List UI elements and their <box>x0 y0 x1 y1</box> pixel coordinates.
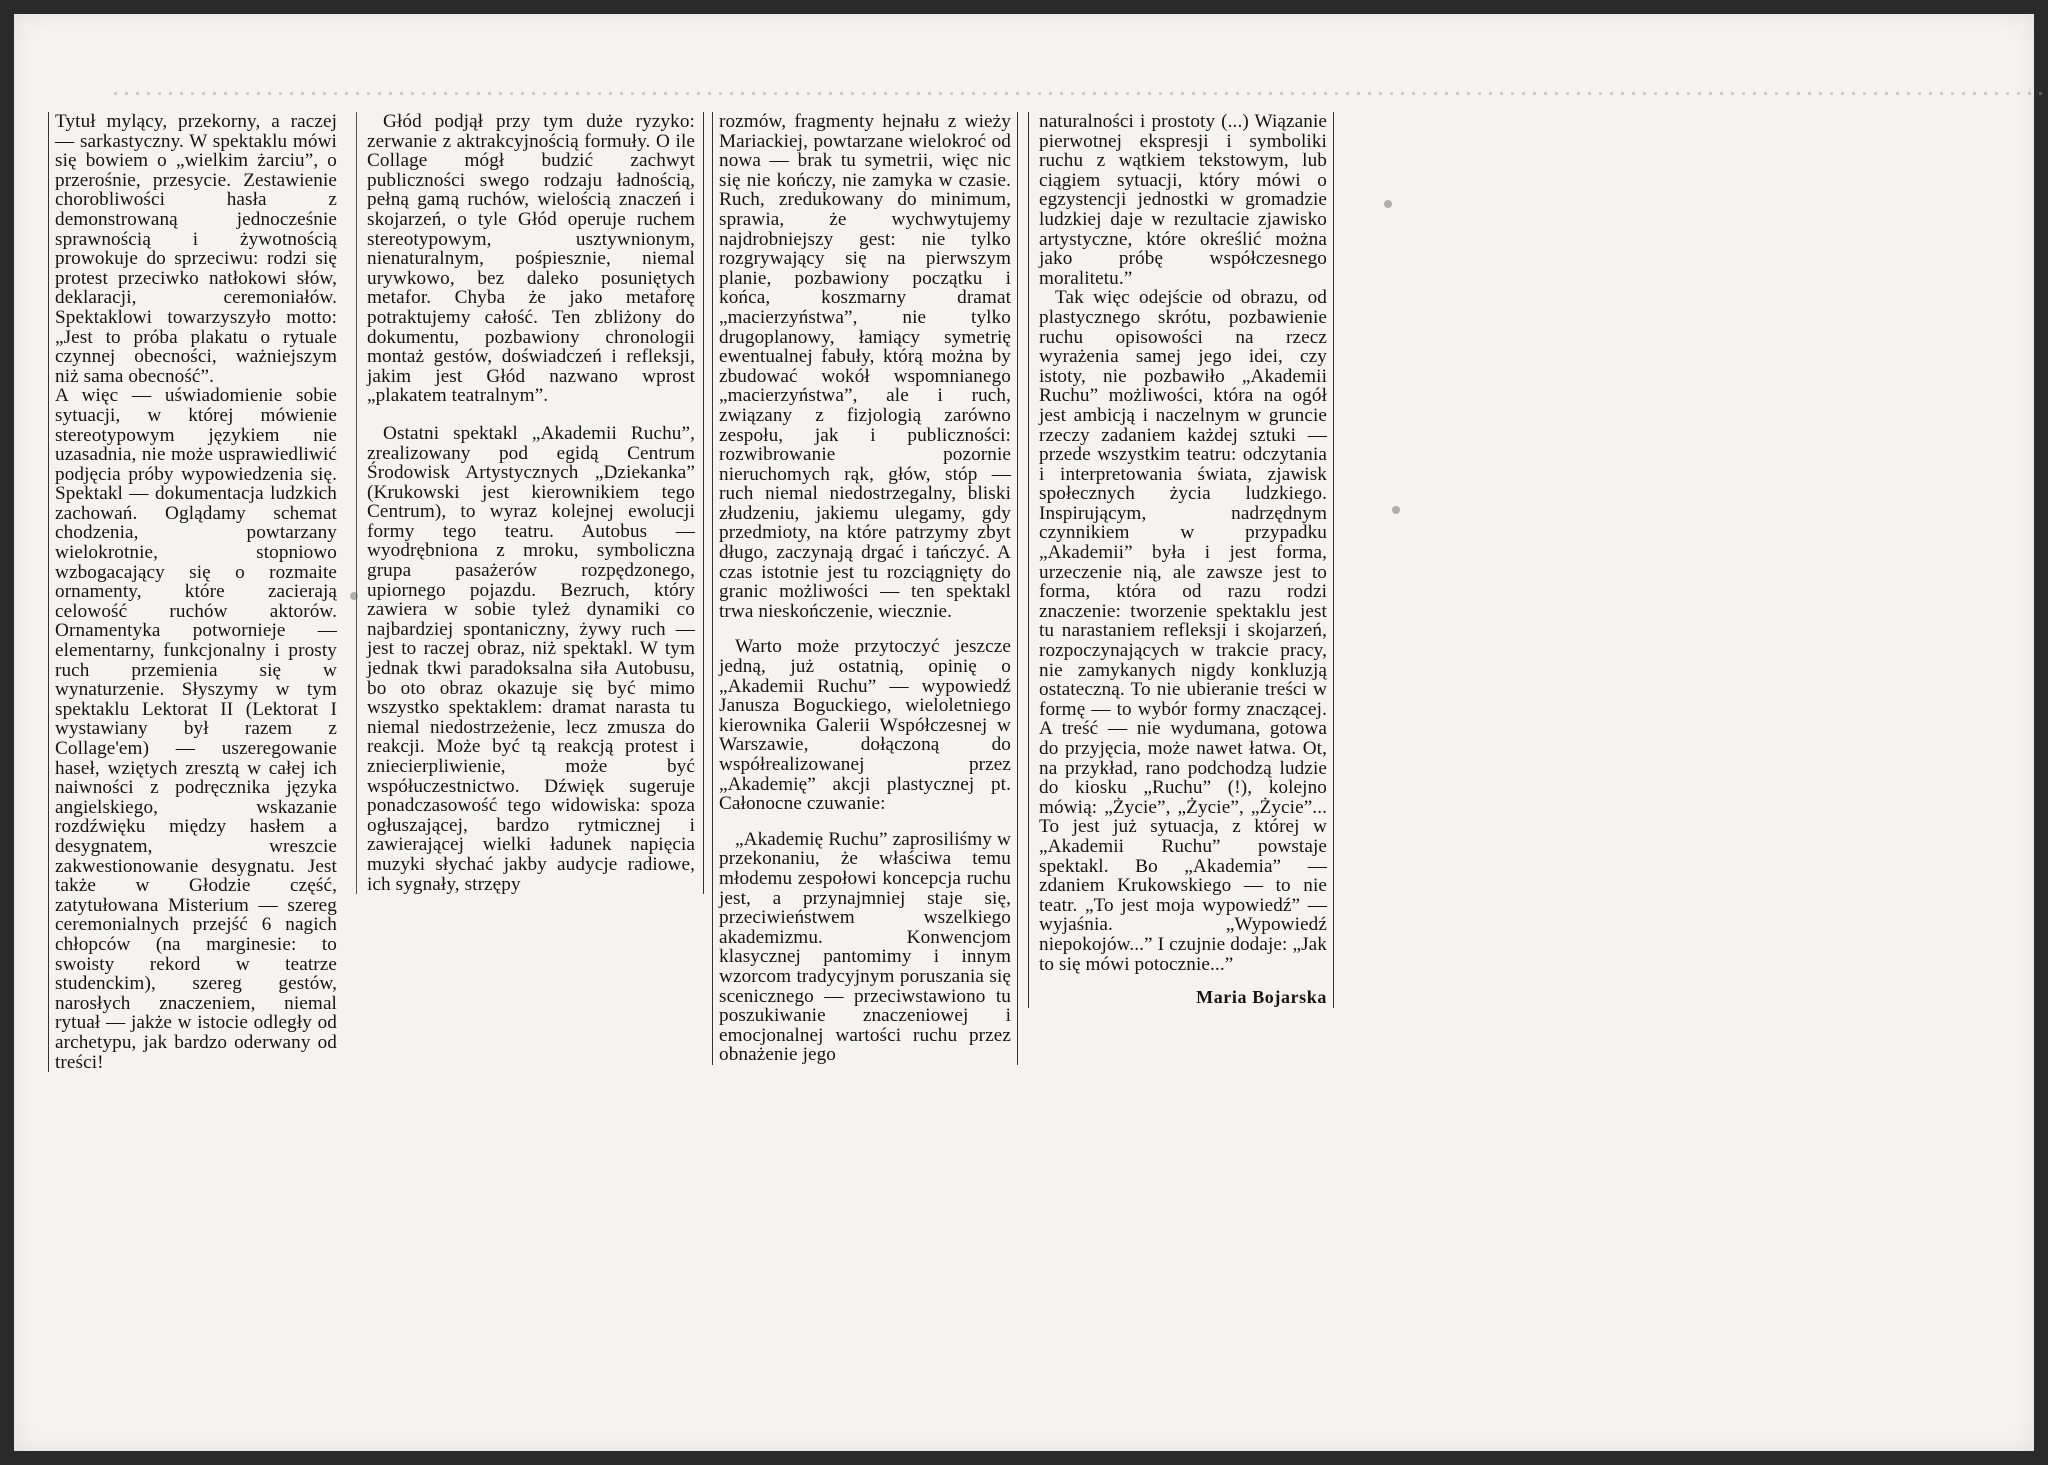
paragraph: A więc — uświadomienie sobie sytuacji, w której mówienie stereotypowym językiem nie uzasadnia, nie może usprawiedliwić podjęcia próby wypowiedzenia się. Spektakl — dokumentacja ludzkich zachowań. Oglądamy schemat chodzenia, powtarzany wielokrotnie, stopniowo wzbogacający się o rozmaite ornamenty, które zacierają celowość ruchów aktorów. Ornamentyka potworniejе — elementarny, funkcjonalny i prosty ruch przemienia się w wynaturzenie. Słyszymy w tym spektaklu Lektorat II (Lektorat I wystawiany był razem z Collage'em) — uszeregowanie haseł, wziętych zresztą w całej ich naiwności z podręcznika języka angielskiego, wskazanie rozdźwięku między hasłem a desygnatem, wreszcie zakwestionowanie desygnatu. Jest także w Głodzie część, zatytułowana Misterium — szereg ceremonialnych przejść 6 nagich chłopców (na marginesie: to swoisty rekord w teatrze studenckim), szereg gestów, narosłych znaczeniem, niemal rytuał — jakże w istocie odległy od archetypu, jak bardzo oderwany od treści! <box>55 385 337 1073</box>
article-column-1 <box>48 112 337 1072</box>
paragraph: naturalności i prostoty (...) Wiązanie pierwotnej ekspresji i symboliki ruchu z wątkiem tekstowym, lub ciągiem sytuacji, który mówi o egzystencji jednostki w gromadzie ludzkiej daje w rezultacie zjawisko artystyczne, które określić można jako próbę współczesnego moralitetu.” <box>1039 111 1327 289</box>
article-column-3 <box>712 112 1018 1065</box>
article-column-2 <box>356 112 704 894</box>
newspaper-clipping <box>48 111 1327 1342</box>
paragraph: Warto może przytoczyć jeszcze jedną, już ostatnią, opinię o „Akademii Ruchu” — wypowiedź Janusza Boguckiego, wieloletniego kierownika Galerii Współczesnej w Warszawie, dołączoną do współrealizowanej przez „Akademię” akcji plastycznej pt. Całonocne czuwanie: <box>719 636 1011 815</box>
scan-speck <box>1384 200 1392 208</box>
article-column-4 <box>1028 112 1334 1008</box>
quote-paragraph: „Akademię Ruchu” zaprosiliśmy w przekonaniu, że właściwa temu młodemu zespołowi koncepcja ruchu jest, a przynajmniej staje się, przeciwieństwem wszelkiego akademizmu. Konwencjom klasycznej pantomimy i innym wzorcom tradycyjnym poruszania się scenicznego — przeciwstawiono tu poszukiwanie znaczeniowej i emocjonalnej wartości ruchu przez obnażenie jego <box>719 828 1011 1066</box>
scan-speck <box>1392 506 1400 514</box>
paragraph: Ostatni spektakl „Akademii Ruchu”, zrealizowany pod egidą Centrum Środowisk Artystycznych „Dziekanka” (Krukowski jest kierownikiem tego Centrum), to wyraz kolejnej ewolucji formy tego teatru. Autobus — wyodrębniona z mroku, symboliczna grupa pasażerów rozpędzonego, upiornego pojazdu. Bezruch, który zawiera w sobie tyleż dynamiki co najbardziej spontaniczny, żywy ruch — jest to raczej obraz, niż spektakl. W tym jednak tkwi paradoksalna siła Autobusu, bo oto obraz okazuje się być mimo wszystko spektaklem: dramat narasta tu niemal niedostrzeżenie, lecz zmusza do reakcji. Może być tą reakcją protest i zniecierpliwienie, może być współuczestnictwo. Dźwięk sugeruje ponadczasowość tego widowiska: spoza ogłuszającej, bardzo rytmicznej i zawierającej wielki ładunek napięcia muzyki słychać jakby audycje radiowe, ich sygnały, strzępy <box>367 422 695 895</box>
scan-edge-noise <box>114 92 2044 95</box>
paragraph: Tak więc odejście od obrazu, od plastycznego skrótu, pozbawienie ruchu opisowości na rzecz wyrażenia samej jego idei, czy istoty, nie pozbawiło „Akademii Ruchu” możliwości, która na ogół jest ambicją i naczelnym w gruncie rzeczy zadaniem każdej sztuki — przede wszystkim teatru: odczytania i interpretowania świata, zjawisk społecznych życia ludzkiego. Inspirującym, nadrzędnym czynnikiem w przypadku „Akademii” była i jest forma, urzeczenie nią, ale zawsze jest to forma, która od razu rodzi znaczenie: tworzenie spektaklu jest tu narastaniem refleksji i skojarzeń, rozpoczynających w trakcie pracy, nie zamykanych nigdy konkluzją ostateczną. To nie ubieranie treści w formę — to wybór formy znaczącej. A treść — nie wydumana, gotowa do przyjęcia, może nawet łatwa. Ot, na przykład, rano podchodzą ludzie do kiosku „Ruchu” (!), kolejno mówią: „Życie”, „Życie”, „Życie”... To jest już sytuacja, z której w „Akademii Ruchu” powstaje spektakl. Bo „Akademia” — zdaniem Krukowskiego — to nie teatr. „To jest moja wypowiedź” — wyjaśnia. „Wypowiedź niepokojów...” I czujnie dodaje: „Jak to się mówi potocznie...” <box>1039 287 1327 975</box>
author-signature: Maria Bojarska <box>1196 987 1327 1008</box>
paragraph: rozmów, fragmenty hejnału z wieży Mariackiej, powtarzane wielokroć od nowa — brak tu symetrii, więc nic się nie kończy, nie zamyka w czasie. Ruch, zredukowany do minimum, sprawia, że wychwytujemy najdrobniejszy gest: nie tylko rozgrywający się na pierwszym planie, pozbawiony początku i końca, koszmarny dramat „macierzyństwa”, nie tylko drugoplanowy, łamiący symetrię ewentualnej fabuły, którą można by zbudować wokół wspomnianego „macierzyństwa”, ale i ruch, związany z fizjologią zarówno zespołu, jak i publiczności: rozwibrowanie pozornie nieruchomych rąk, głów, stóp — ruch niemal niedostrzegalny, bliski złudzeniu, jakiemu ulegamy, gdy przedmioty, na które patrzymy zbyt długo, zaczynają drgać i tańczyć. A czas istotnie jest tu rozciągnięty do granic możliwości — ten spektakl trwa nieskończenie, wiecznie. <box>719 111 1011 622</box>
paragraph: Tytuł mylący, przekorny, a raczej — sarkastyczny. W spektaklu mówi się bowiem o „wielkim żarciu”, o przerośnie, przesycie. Zestawienie chorobliwości hasła z demonstrowaną jednocześnie sprawnością i żywotnością prowokuje do sprzeciwu: rodzi się protest przeciwko natłokowi słów, deklaracji, ceremoniałów. Spektaklowi towarzyszyło motto: „Jest to próba plakatu o rytuale czynnej obecności, ważniejszym niż sama obecność”. <box>55 111 337 387</box>
paragraph: Głód podjął przy tym duże ryzyko: zerwanie z aktrakcyjnością formuły. O ile Collage mógł budzić zachwyt publiczności swego rodzaju ładnością, pełną gamą ruchów, wielością znaczeń i skojarzeń, o tyle Głód operuje ruchem stereotypowym, usztywnionym, nienaturalnym, pośpiesznie, niemal urywkowo, bez daleko posuniętych metafor. Chyba że jako metaforę potraktujemy całość. Ten zbliżony do dokumentu, pozbawiony chronologii montaż gestów, doświadczeń i refleksji, jakim jest Głód nazwano wprost „plakatem teatralnym”. <box>367 111 695 407</box>
